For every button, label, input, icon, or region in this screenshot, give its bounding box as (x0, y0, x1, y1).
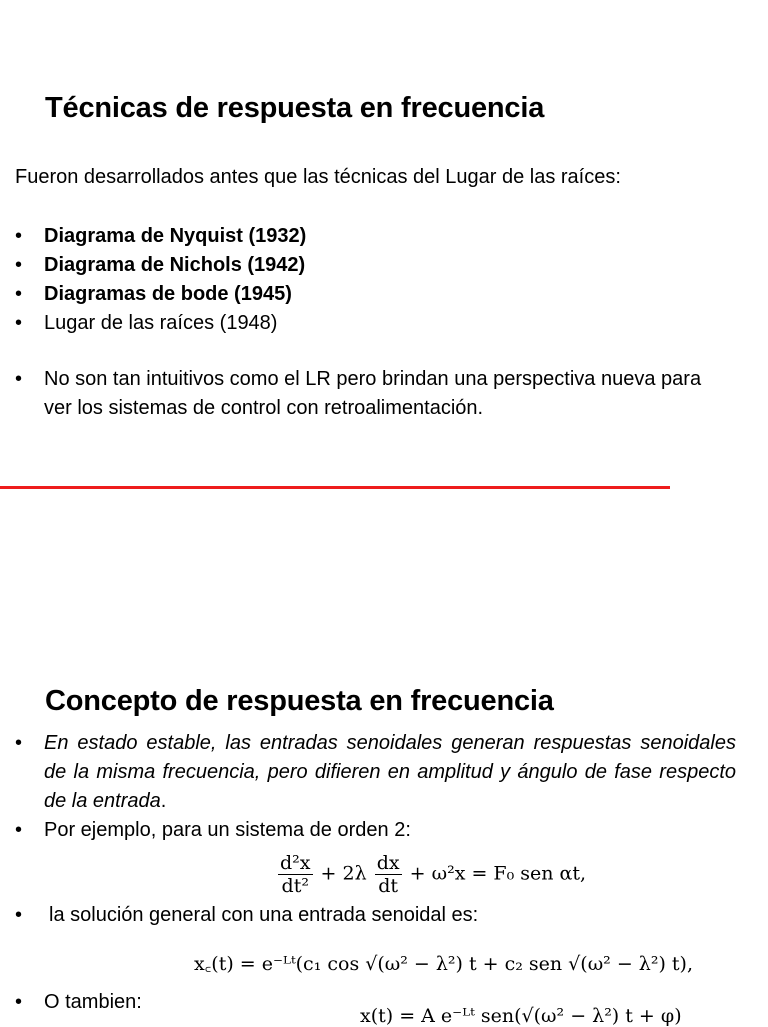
list-item: • En estado estable, las entradas senoidales generan respuestas senoidales de la misma frecuencia, pero difieren en amplitud y ángulo de fase respecto de la entrada. (15, 729, 736, 816)
list-item: • Lugar de las raíces (1948) (15, 309, 735, 338)
list-item: • Por ejemplo, para un sistema de orden 2: (15, 816, 736, 845)
list-item: • No son tan intuitivos como el LR pero brindan una perspectiva nueva para ver los sistemas de control con retroalimentación. (15, 365, 705, 423)
list-item: • la solución general con una entrada senoidal es: (15, 901, 736, 930)
equation-general-solution: x꜀(t) = e⁻ᴸᵗ(c₁ cos √(ω² − λ²) t + c₂ sen √(ω² − λ²) t), (194, 953, 693, 975)
slide2-title: Concepto de respuesta en frecuencia (45, 685, 554, 717)
equation-second-order: $\frac{\text{d²x}}{\text{dt²}}$ + 2λ $\frac{dx}{dt}$ + ω²x = F₀ sen αt, (280, 852, 587, 897)
slide1-note (15, 365, 705, 423)
slide2-list-b (15, 901, 736, 930)
slide1-list (15, 222, 735, 338)
list-item: • Diagramas de bode (1945) (15, 280, 735, 309)
slide2-list-a (15, 729, 736, 845)
slide1-title: Técnicas de respuesta en frecuencia (45, 92, 545, 124)
fraction-dx-dt: $\frac{dx}{dt}$ (376, 852, 400, 897)
list-item: • Diagrama de Nichols (1942) (15, 251, 735, 280)
list-item: • O tambien: (15, 988, 736, 1017)
red-divider-line (0, 486, 670, 489)
slide1-intro: Fueron desarrollados antes que las técnicas del Lugar de las raíces: (15, 166, 621, 188)
list-item: • Diagrama de Nyquist (1932) (15, 222, 735, 251)
equation-alternative-partial: x(t) = A e⁻ᴸᵗ sen(√(ω² − λ²) t + φ) (360, 1005, 682, 1027)
fraction-d2x-dt2: $\frac{\text{d²x}}{\text{dt²}}$ (280, 852, 311, 897)
